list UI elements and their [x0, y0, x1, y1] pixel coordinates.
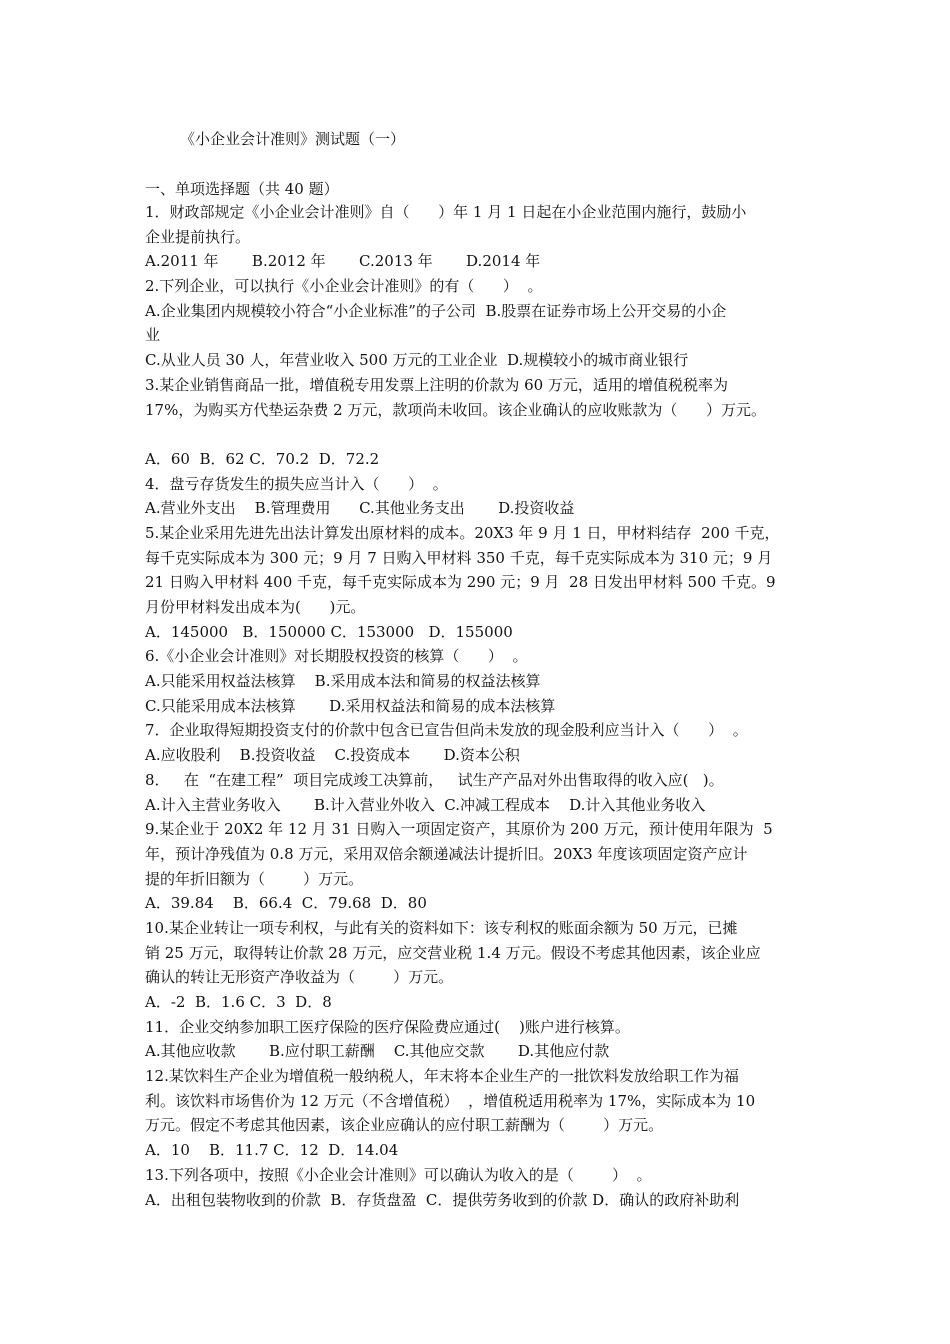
text-line: 年，预计净残值为 0.8 万元，采用双倍余额递减法计提折旧。20X3 年度该项固定资产应计 — [145, 844, 748, 863]
text-line: A.应收股利 B.投资收益 C.投资成本 D.资本公积 — [145, 746, 520, 765]
text-line: A．39.84 B．66.4 C．79.68 D．80 — [145, 894, 427, 913]
text-line: A．60 B．62 C．70.2 D．72.2 — [145, 449, 380, 468]
text-line: A.只能采用权益法核算 B.采用成本法和简易的权益法核算 — [145, 672, 541, 691]
text-line: 3.某企业销售商品一批，增值税专用发票上注明的价款为 60 万元，适用的增值税税率为 — [145, 375, 728, 394]
text-line: 企业提前执行。 — [145, 227, 251, 246]
text-line: A.计入主营业务收入 B.计入营业外收入 C.冲减工程成本 D.计入其他业务收入 — [145, 795, 706, 814]
section-heading: 一、单项选择题（共 40 题） — [145, 180, 339, 198]
text-line: 8． 在 “在建工程” 项目完成竣工决算前， 试生产产品对外出售取得的收入应( )。 — [145, 770, 724, 789]
text-line: 2.下列企业，可以执行《小企业会计准则》的有（ ） 。 — [145, 277, 543, 296]
text-line: A.其他应收款 B.应付职工薪酬 C.其他应交款 D.其他应付款 — [145, 1042, 610, 1061]
text-line: 1．财政部规定《小企业会计准则》自（ ）年 1 月 1 日起在小企业范围内施行，鼓励小 — [145, 203, 747, 221]
text-line: 提的年折旧额为（ ）万元。 — [145, 869, 364, 888]
document-body — [145, 200, 825, 1212]
blank-line — [145, 422, 825, 447]
text-line: 6.《小企业会计准则》对长期股权投资的核算（ ） 。 — [145, 647, 528, 666]
text-line: 7．企业取得短期投资支付的价款中包含已宣告但尚未发放的现金股利应当计入（ ） 。 — [145, 721, 748, 740]
text-line: A．出租包装物收到的价款 B．存货盘盈 C．提供劳务收到的价款 D．确认的政府补助利 — [145, 1190, 740, 1209]
text-line: 业 — [145, 326, 161, 345]
text-line: A．10 B．11.7 C．12 D．14.04 — [145, 1141, 399, 1160]
text-line: 每千克实际成本为 300 元；9 月 7 日购入甲材料 350 千克，每千克实际成本为 310 元；9 月 — [145, 548, 773, 567]
text-line: A.营业外支出 B.管理费用 C.其他业务支出 D.投资收益 — [145, 499, 575, 518]
text-line: 万元。假定不考虑其他因素，该企业应确认的应付职工薪酬为（ ）万元。 — [145, 1116, 664, 1135]
text-line: 销 25 万元，取得转让价款 28 万元，应交营业税 1.4 万元。假设不考虑其他因素，该企业应 — [145, 943, 761, 962]
text-line: 月份甲材料发出成本为( )元。 — [145, 598, 366, 616]
text-line: 10.某企业转让一项专利权，与此有关的资料如下：该专利权的账面余额为 50 万元，已摊 — [145, 918, 738, 937]
text-line: 11．企业交纳参加职工医疗保险的医疗保险费应通过( )账户进行核算。 — [145, 1017, 630, 1036]
text-line: 4．盘亏存货发生的损失应当计入（ ） 。 — [145, 474, 448, 493]
text-line: 21 日购入甲材料 400 千克，每千克实际成本为 290 元；9 月 28 日发出甲材料 500 千克。9 — [145, 573, 776, 592]
text-line: A.企业集团内规模较小符合“小企业标准”的子公司 B.股票在证券市场上公开交易的小企 — [145, 301, 727, 320]
text-line: 利。该饮料市场售价为 12 万元（不含增值税） ，增值税适用税率为 17%，实际成本为 10 — [145, 1091, 756, 1110]
text-line: 17%，为购买方代垫运杂费 2 万元，款项尚未收回。该企业确认的应收账款为（ ）万元。 — [145, 400, 767, 419]
text-line: 确认的转让无形资产净收益为（ ）万元。 — [145, 968, 454, 987]
document-title: 《小企业会计准则》测试题（一） — [180, 130, 406, 148]
text-line: C.从业人员 30 人，年营业收入 500 万元的工业企业 D.规模较小的城市商业银行 — [145, 351, 689, 370]
text-line: A．-2 B．1.6 C．3 D．8 — [145, 993, 332, 1011]
text-line: 12.某饮料生产企业为增值税一般纳税人，年末将本企业生产的一批饮料发放给职工作为福 — [145, 1067, 739, 1086]
text-line: A.2011 年 B.2012 年 C.2013 年 D.2014 年 — [145, 252, 541, 271]
text-line: 13.下列各项中，按照《小企业会计准则》可以确认为收入的是（ ） 。 — [145, 1165, 652, 1184]
text-line: 9.某企业于 20X2 年 12 月 31 日购入一项固定资产，其原价为 200 万元，预计使用年限为 5 — [145, 820, 773, 839]
text-line: A．145000 B．150000 C．153000 D．155000 — [145, 622, 513, 641]
text-line: 5.某企业采用先进先出法计算发出原材料的成本。20X3 年 9 月 1 日，甲材料结存 200 千克， — [145, 523, 780, 542]
text-line: C.只能采用成本法核算 D.采用权益法和简易的成本法核算 — [145, 696, 556, 715]
